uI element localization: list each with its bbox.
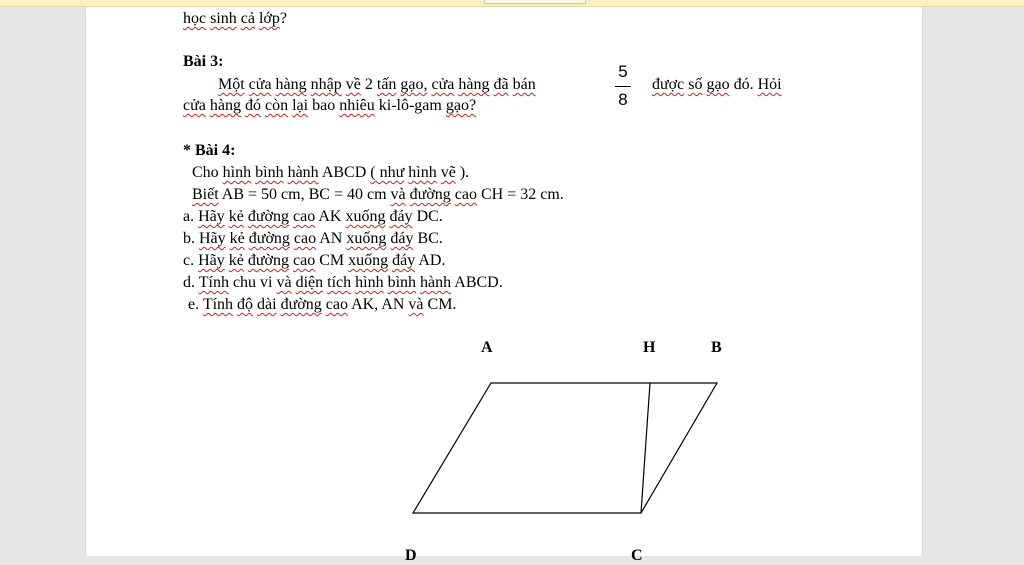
- parallelogram-figure: [86, 7, 922, 556]
- bai4-line-1: Cho hình bình hành ABCD ( như hình vẽ ).: [192, 164, 470, 181]
- vertex-label-a: A: [481, 339, 493, 356]
- bai4-item-b: b. Hãy kẻ đường cao AN xuống đáy BC.: [183, 230, 443, 247]
- bai4-item-a: a. Hãy kẻ đường cao AK xuống đáy DC.: [183, 208, 443, 225]
- bai4-item-c: c. Hãy kẻ đường cao CM xuống đáy AD.: [183, 252, 446, 269]
- height-line-ch: [641, 383, 650, 513]
- bai3-title: Bài 3:: [183, 53, 224, 70]
- vertex-label-d: D: [405, 547, 417, 564]
- top-toolbar-strip: [0, 0, 1024, 7]
- fraction-numerator: 5: [618, 62, 628, 81]
- parallelogram-abcd: [413, 383, 717, 513]
- bai4-item-e: e. Tính độ dài đường cao AK, AN và CM.: [188, 296, 457, 313]
- document-page: [85, 7, 923, 564]
- text-line-top: học sinh cả lớp?: [183, 10, 287, 27]
- bai3-line-1-right: được số gạo đó. Hỏi: [652, 76, 782, 93]
- vertex-label-h: H: [643, 339, 656, 356]
- vertex-label-b: B: [711, 339, 722, 356]
- bai4-title: * Bài 4:: [183, 142, 236, 159]
- bai3-line-2: cửa hàng đó còn lại bao nhiêu ki-lô-gam gạo?: [183, 97, 477, 114]
- fraction-denominator: 8: [618, 90, 628, 109]
- bai3-line-1: Một cửa hàng nhập về 2 tấn gạo, cửa hàng đã bán: [218, 76, 536, 93]
- vertex-label-c: C: [631, 547, 643, 564]
- bai4-item-d: d. Tính chu vi và diện tích hình bình hành ABCD.: [183, 274, 503, 291]
- ruler-tab[interactable]: [484, 0, 586, 4]
- bai4-line-2: Biết AB = 50 cm, BC = 40 cm và đường cao CH = 32 cm.: [192, 186, 564, 203]
